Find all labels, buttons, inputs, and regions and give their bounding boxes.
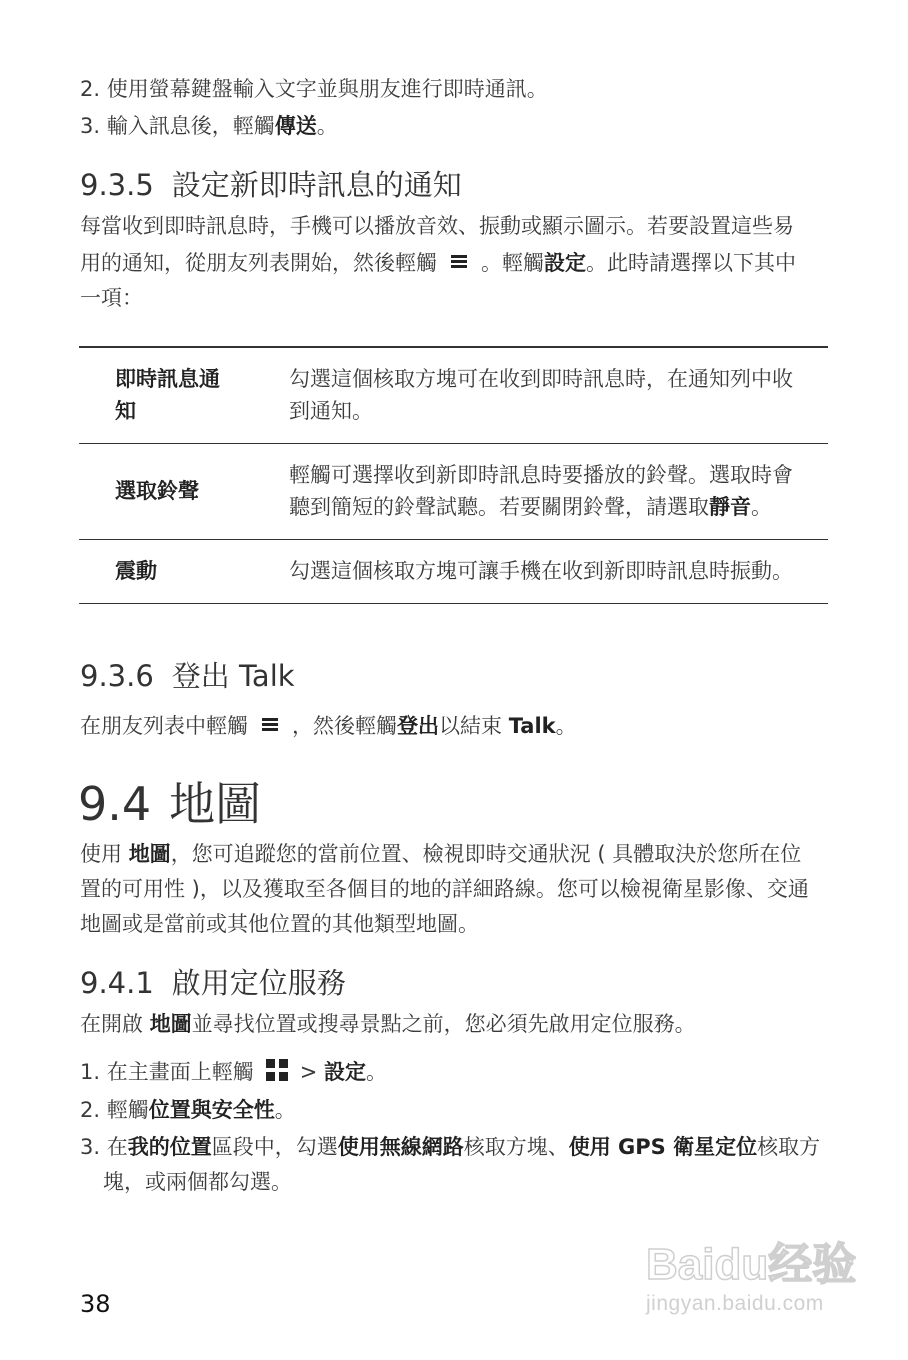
apps-grid-icon xyxy=(266,1059,288,1081)
option-key: 即時訊息通 知 xyxy=(115,367,220,424)
sec935-line3: 一項： xyxy=(80,286,143,310)
sec94-line1: 使用 地圖，您可追蹤您的當前位置、檢視即時交通狀況 ( 具體取決於您所在位 xyxy=(80,842,802,866)
sec936-text: 在朋友列表中輕觸 ，然後輕觸登出以結束 Talk。 xyxy=(80,714,577,738)
step-2-text: 2. 使用螢幕鍵盤輸入文字並與朋友進行即時通訊。 xyxy=(80,77,548,101)
sec935-line2-post: 。此時請選擇以下其中 xyxy=(586,251,796,275)
settings-label: 設定 xyxy=(324,1060,366,1084)
maps-label: 地圖 xyxy=(149,1012,192,1036)
section-9-3-5-heading xyxy=(80,163,462,204)
notification-options-table xyxy=(79,346,828,604)
section-number: 9.4.1 xyxy=(80,966,154,1000)
sec94-line2: 置的可用性 )，以及獲取至各個目的地的詳細路線。您可以檢視衛星影像、交通 xyxy=(80,877,809,901)
table-row xyxy=(79,539,828,603)
sec935-line2-mid: 。輕觸 xyxy=(481,251,544,275)
sec935-line2 xyxy=(80,246,796,281)
section-number: 9.4 xyxy=(78,777,152,831)
sec941-step-2: 2. 輕觸位置與安全性。 xyxy=(80,1098,296,1122)
menu-icon xyxy=(262,718,278,732)
sec941-intro: 在開啟 地圖並尋找位置或搜尋景點之前，您必須先啟用定位服務。 xyxy=(80,1012,696,1036)
baidu-watermark xyxy=(646,1228,866,1328)
step-3-pre: 3. 輸入訊息後，輕觸 xyxy=(80,114,275,138)
page-number: 38 xyxy=(80,1290,111,1318)
sec941-step-3-cont: 塊，或兩個都勾選。 xyxy=(103,1170,292,1194)
section-title: 啟用定位服務 xyxy=(171,966,346,1000)
section-number: 9.3.6 xyxy=(80,659,154,693)
maps-label: 地圖 xyxy=(128,842,171,866)
section-9-4-1-heading xyxy=(80,961,346,1002)
option-desc: 勾選這個核取方塊可在收到即時訊息時，在通知列中收 到通知。 xyxy=(289,367,793,424)
section-9-4-heading xyxy=(78,768,261,834)
send-label: 傳送 xyxy=(274,114,317,138)
sec935-line1: 每當收到即時訊息時，手機可以播放音效、振動或顯示圖示。若要設置這些易 xyxy=(80,214,794,238)
talk-label: Talk xyxy=(508,714,556,738)
sec941-step-3: 3. 在我的位置區段中，勾選使用無線網路核取方塊、使用 GPS 衛星定位核取方 xyxy=(80,1135,821,1159)
mute-label: 靜音 xyxy=(709,495,751,519)
option-desc: 輕觸可選擇收到新即時訊息時要播放的鈴聲。選取時會 聽到簡短的鈴聲試聽。若要關閉鈴聲，請選取靜音。 xyxy=(289,463,793,519)
sec941-step-1: 1. 在主畫面上輕觸 > 設定。 xyxy=(80,1060,387,1084)
option-desc: 勾選這個核取方塊可讓手機在收到新即時訊息時振動。 xyxy=(289,559,793,583)
sec935-line2-pre: 用的通知，從朋友列表開始，然後輕觸 xyxy=(80,251,437,275)
watermark-logo: Baidu经验 xyxy=(646,1240,857,1289)
section-title: 設定新即時訊息的通知 xyxy=(171,168,462,202)
watermark-url: jingyan.baidu.com xyxy=(646,1292,824,1315)
step-3-post: 。 xyxy=(316,114,338,138)
logout-label: 登出 xyxy=(397,714,439,738)
section-title: 登出 Talk xyxy=(171,659,295,693)
option-key: 震動 xyxy=(115,559,157,583)
section-9-3-6-heading xyxy=(80,654,295,695)
section-number: 9.3.5 xyxy=(80,168,154,202)
location-security-label: 位置與安全性 xyxy=(148,1098,275,1122)
settings-label: 設定 xyxy=(544,251,586,275)
step-3-text xyxy=(80,109,338,144)
sec94-line3: 地圖或是當前或其他位置的其他類型地圖。 xyxy=(80,912,479,936)
section-title: 地圖 xyxy=(169,777,262,831)
option-key: 選取鈴聲 xyxy=(115,479,199,503)
table-row xyxy=(79,443,828,539)
table-row xyxy=(79,347,828,443)
menu-icon xyxy=(451,255,467,269)
